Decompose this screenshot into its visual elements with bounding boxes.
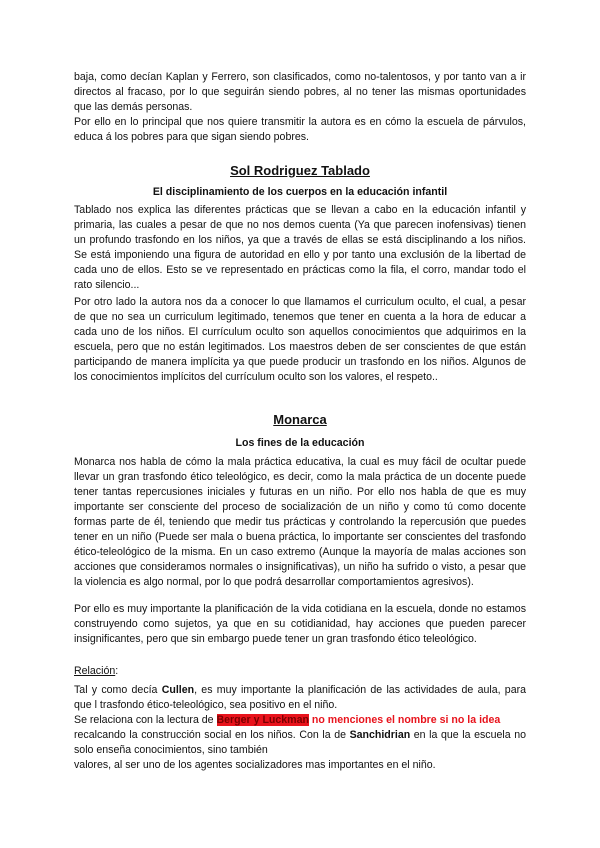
relacion-line-3 [74, 728, 526, 758]
intro-paragraph-2: Por ello en lo principal que nos quiere transmitir la autora es en cómo la escuela de párvulos, educa á los pobres para que sigan siendo pobres. [74, 116, 526, 143]
author-sanchidrian: Sanchidrian [349, 729, 411, 741]
section-subtitle-monarca: Los fines de la educación [235, 437, 365, 449]
tablado-paragraph-1: Tablado nos explica las diferentes prácticas que se llevan a cabo en la educación infantil y primaria, las cuales a pesar de que no nos demos cuenta (Ya que parecen inofensivas) tienen un profundo trasfondo en los niños, ya que a través de ellas se está disciplinando a los niños. Se está imponiendo una figura de autoridad en ello y por tanto una exclusión de la libertad de cada uno de ellos. Esto se ve representado en prácticas como la fila, el corro, mandar todo el rato silencio... [74, 204, 526, 291]
relacion-line-2-pre: Se relaciona con la lectura de [74, 714, 217, 726]
relacion-line-1 [74, 683, 526, 713]
relacion-line-2 [74, 713, 526, 728]
relacion-line-3-pre: recalcando la construcción social en los niños. Con la de [74, 729, 350, 741]
section-subtitle-tablado: El disciplinamiento de los cuerpos en la educación infantil [152, 186, 448, 198]
author-cullen: Cullen [161, 684, 195, 696]
intro-paragraph-1: baja, como decían Kaplan y Ferrero, son clasificados, como no-talentosos, y por tanto van a ir directos al fracaso, por lo que seguirán siendo pobres, al no tener las mismas oportunidades que las demás personas. [74, 71, 526, 113]
monarca-paragraph-1: Monarca nos habla de cómo la mala práctica educativa, la cual es muy fácil de ocultar puede llevar un gran trasfondo ético teleológico, es decir, como la mala práctica de un docente puede tener tantas repercusiones iniciales y futuras en un niño. Por ello nos habla de que es muy importante ser consciente del proceso de socialización de un niño y como tú como docente formas parte de él, teniendo que medir tus prácticas y controlando la repercusión que puedes tener en un niño (Puede ser mala o buena práctica, lo importante ser conscientes del trasfondo ético-teleológico de la misma. En un caso extremo (Aunque la mayoría de malas acciones son acciones que consideramos normales o insignificativas), un niño ha sufrido o visto, a pesar que la violencia es algo normal, por lo que podrá desarrollar comportamientos agresivos). [74, 456, 526, 588]
relacion-label-text: Relación [74, 665, 116, 677]
relacion-line-1-pre: Tal y como decía [74, 684, 162, 696]
review-comment: no menciones el nombre si no la idea [308, 714, 501, 726]
highlighted-authors: Berger y Luckman [216, 714, 309, 726]
relacion-line-4: valores, al ser uno de los agentes socializadores mas importantes en el niño. [74, 759, 436, 771]
section-title-monarca: Monarca [273, 412, 327, 427]
relacion-label-colon: : [115, 665, 119, 677]
monarca-paragraph-2: Por ello es muy importante la planificación de la vida cotidiana en la escuela, donde no estamos construyendo como sujetos, ya que en su cotidianidad, hay acciones que pueden parecer insignificantes, pero que sin embargo puede tener un gran trasfondo ético teleológico. [74, 603, 526, 645]
relacion-label [74, 664, 526, 679]
relacion-line-1-post: , es muy importante la planificación de las actividades de aula, para que l trasfondo ético-teleológico, sea positivo en el niño. [74, 684, 527, 711]
section-title-tablado: Sol Rodriguez Tablado [230, 163, 370, 178]
relacion-line-3-post: en la que la escuela no solo enseña conocimientos, sino también [74, 729, 526, 756]
tablado-paragraph-2: Por otro lado la autora nos da a conocer lo que llamamos el curriculum oculto, el cual, a pesar de que no sea un curriculum legitimado, tenemos que tener en cuenta a la hora de educar a cada uno de los niños. El currículum oculto son aquellos conocimientos que adquirimos en la escuela, pero que no están legitimados. Los maestros deben de ser conscientes de que están participando de manera implícita ya que puede producir un trasfondo en los niños. Algunos de los conocimientos implícitos del currículum oculto son los valores, el respeto.. [74, 296, 526, 383]
